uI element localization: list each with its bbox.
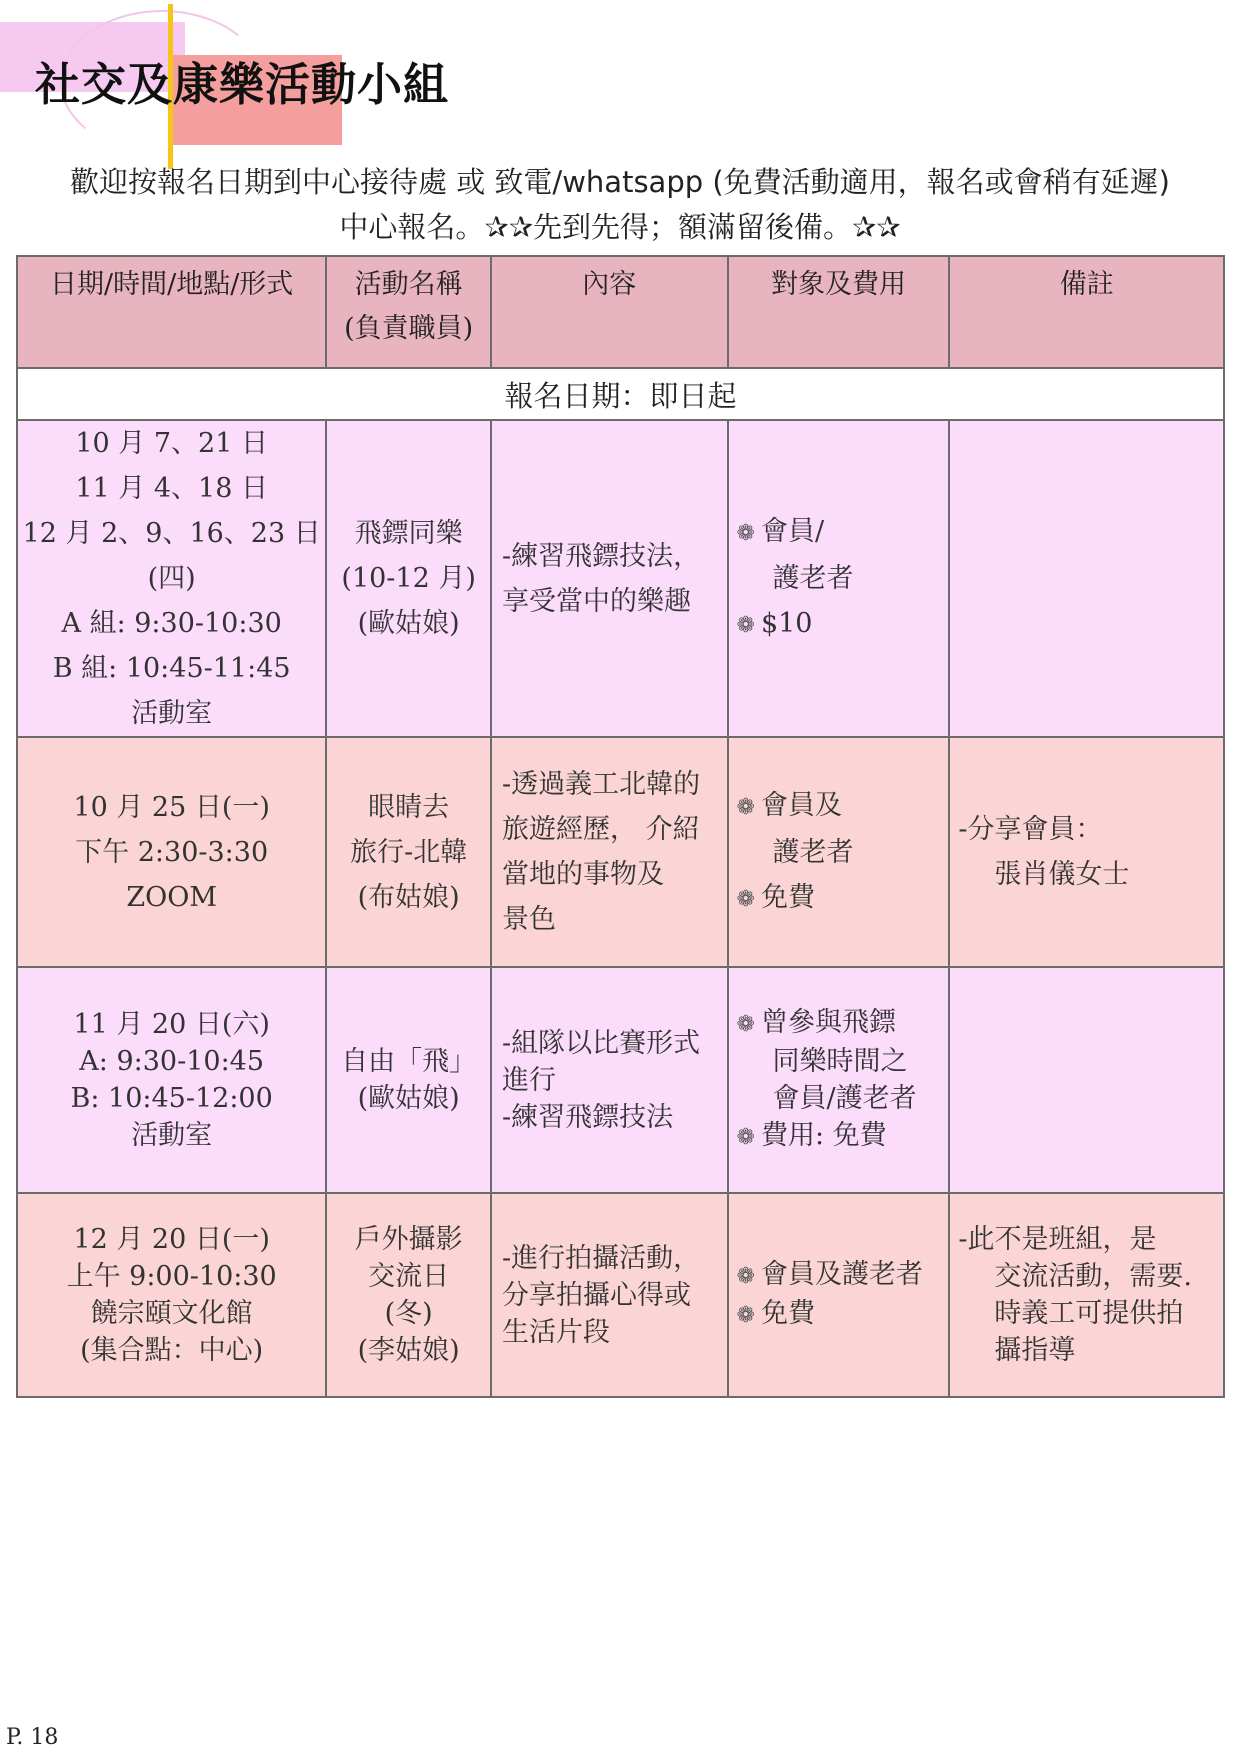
content-line: -練習飛鏢技法， — [502, 540, 701, 572]
flower-icon: ❁ — [736, 794, 755, 820]
activity-notes-cell — [949, 737, 1224, 967]
intro-line-2: 中心報名。✰✰先到先得；額滿留後備。✰✰ — [339, 210, 901, 244]
notes-line: 張肖儀女士 — [994, 859, 1130, 890]
activity-name-cell — [326, 737, 491, 967]
activity-notes-cell — [949, 1193, 1224, 1397]
content-line: 旅遊經歷， 介紹 — [502, 814, 700, 845]
name-line: (歐姑娘) — [357, 608, 460, 639]
header-activity-name-line1: 活動名稱 — [354, 269, 463, 300]
flower-icon: ❁ — [736, 1264, 755, 1289]
target-bullet-line — [737, 1004, 949, 1043]
table-header-row — [17, 256, 1224, 368]
date-line: B 組: 10:45-11:45 — [52, 653, 291, 684]
name-line: 交流日 — [368, 1261, 450, 1292]
activity-target-fee-cell — [728, 967, 950, 1193]
target-bullet-line — [737, 875, 949, 922]
date-line: 12 月 2、9、16、23 日 — [22, 518, 321, 549]
date-line: ZOOM — [126, 881, 217, 913]
date-line: 活動室 — [131, 1120, 213, 1151]
date-line: (四) — [147, 563, 196, 594]
target-line: 費用: 免費 — [760, 1120, 887, 1151]
target-line: 護老者 — [772, 836, 854, 868]
flower-icon: ❁ — [736, 1125, 755, 1150]
target-bullet-line — [737, 601, 949, 648]
notes-line: -分享會員： — [958, 814, 1103, 845]
content-line: 進行 — [502, 1064, 557, 1096]
date-line: 10 月 7、21 日 — [75, 428, 268, 459]
target-bullet-line — [737, 1117, 949, 1156]
target-line: 會員及護老者 — [760, 1259, 923, 1290]
flower-icon: ❁ — [736, 521, 755, 546]
name-line: 旅行-北韓 — [350, 836, 468, 868]
content-line: -進行拍攝活動， — [502, 1242, 701, 1274]
content-line: 享受當中的樂趣 — [502, 585, 692, 617]
activity-name-cell — [326, 967, 491, 1193]
target-bullet-line — [737, 1256, 949, 1295]
registration-date: 報名日期：即日起 — [17, 368, 1224, 420]
date-line: 12 月 20 日(一) — [73, 1224, 270, 1255]
date-line: 饒宗頤文化館 — [90, 1298, 253, 1329]
activity-date-cell — [17, 967, 326, 1193]
flower-icon: ❁ — [736, 1012, 755, 1037]
table-row — [17, 737, 1224, 967]
activity-notes-cell — [949, 967, 1224, 1193]
content-line: -組隊以比賽形式 — [502, 1027, 701, 1059]
date-line: 活動室 — [131, 698, 213, 729]
name-line: (冬) — [384, 1298, 433, 1329]
activity-target-fee-cell — [728, 1193, 950, 1397]
flower-icon: ❁ — [736, 613, 755, 638]
header-activity-name-line2: (負責職員) — [344, 313, 474, 344]
name-line: (10-12 月) — [341, 563, 476, 594]
content-line: 當地的事物及 — [502, 859, 665, 890]
date-line: 10 月 25 日(一) — [73, 791, 270, 823]
table-row — [17, 420, 1224, 737]
notes-line: 時義工可提供拍 — [994, 1298, 1184, 1329]
name-line: (布姑娘) — [357, 881, 460, 913]
name-line: (李姑娘) — [357, 1335, 460, 1366]
intro-line-1: 歡迎按報名日期到中心接待處 或 致電/whatsapp (免費活動適用，報名或會稍有延遲) — [70, 165, 1170, 199]
activity-target-fee-cell — [728, 420, 950, 737]
name-line: (歐姑娘) — [357, 1083, 460, 1114]
page-number: P. 18 — [6, 1725, 59, 1750]
name-line: 飛鏢同樂 — [354, 518, 463, 549]
activity-content-cell — [491, 420, 727, 737]
activity-target-fee-cell — [728, 737, 950, 967]
date-line: 11 月 20 日(六) — [73, 1009, 270, 1040]
date-line: (集合點：中心) — [80, 1335, 264, 1366]
target-line: $10 — [760, 608, 813, 639]
registration-date-row — [17, 368, 1224, 420]
target-bullet-line — [737, 509, 949, 556]
target-line: 免費 — [760, 881, 815, 913]
target-line: 會員/ — [760, 516, 825, 547]
activity-date-cell — [17, 1193, 326, 1397]
notes-line: 交流活動，需要. — [994, 1261, 1192, 1292]
target-line: 護老者 — [772, 563, 854, 594]
header-target-fee: 對象及費用 — [728, 256, 950, 368]
content-line: 分享拍攝心得或 — [502, 1279, 692, 1311]
flower-icon: ❁ — [736, 886, 755, 912]
header-content: 內容 — [491, 256, 727, 368]
content-line: -透過義工北韓的 — [502, 769, 701, 800]
name-line: 眼睛去 — [368, 791, 450, 823]
table-row — [17, 1193, 1224, 1397]
intro-text — [20, 160, 1220, 250]
name-line: 自由「飛」 — [341, 1046, 477, 1077]
flower-icon: ❁ — [736, 1303, 755, 1328]
target-bullet-line — [737, 1295, 949, 1334]
content-line: 生活片段 — [502, 1316, 611, 1348]
target-line: 同樂時間之 — [772, 1046, 908, 1077]
content-line: -練習飛鏢技法 — [502, 1101, 674, 1133]
target-line: 免費 — [760, 1298, 815, 1329]
date-line: 下午 2:30-3:30 — [75, 836, 269, 868]
table-row — [17, 967, 1224, 1193]
activity-date-cell — [17, 420, 326, 737]
name-line: 戶外攝影 — [354, 1224, 463, 1255]
activity-date-cell — [17, 737, 326, 967]
target-line: 會員/護老者 — [772, 1083, 917, 1114]
activity-name-cell — [326, 1193, 491, 1397]
date-line: B: 10:45-12:00 — [70, 1083, 273, 1114]
content-line: 景色 — [502, 904, 557, 935]
header-date: 日期/時間/地點/形式 — [17, 256, 326, 368]
notes-line: -此不是班組，是 — [958, 1224, 1157, 1255]
page-title: 社交及康樂活動小組 — [35, 58, 450, 111]
date-line: A 組: 9:30-10:30 — [61, 608, 282, 639]
activity-content-cell — [491, 967, 727, 1193]
header-notes: 備註 — [949, 256, 1224, 368]
activity-content-cell — [491, 1193, 727, 1397]
target-line: 曾參與飛鏢 — [760, 1007, 896, 1038]
notes-line: 攝指導 — [994, 1335, 1076, 1366]
target-line: 會員及 — [760, 789, 842, 821]
date-line: A: 9:30-10:45 — [79, 1046, 265, 1077]
activity-schedule-table — [16, 255, 1225, 1398]
target-bullet-line — [737, 783, 949, 830]
date-line: 上午 9:00-10:30 — [66, 1261, 277, 1292]
activity-content-cell — [491, 737, 727, 967]
date-line: 11 月 4、18 日 — [75, 473, 268, 504]
activity-notes-cell — [949, 420, 1224, 737]
activity-name-cell — [326, 420, 491, 737]
header-activity-name — [326, 256, 491, 368]
